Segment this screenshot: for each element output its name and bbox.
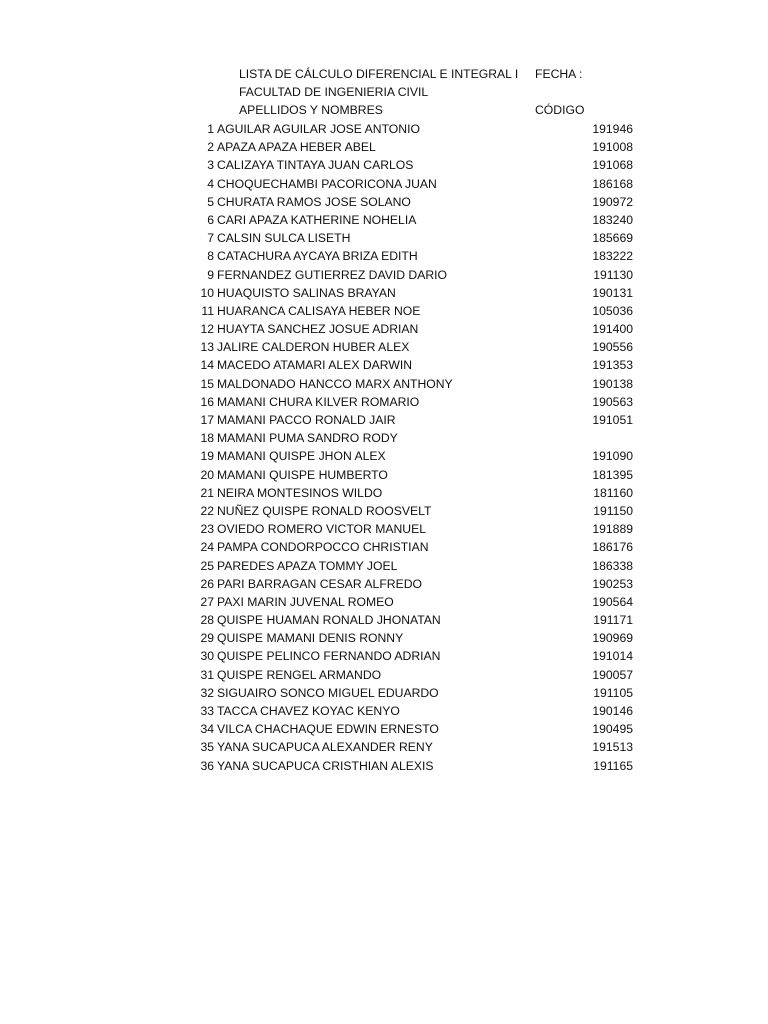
student-row bbox=[0, 247, 768, 265]
student-list bbox=[0, 120, 768, 775]
student-code: 191513 bbox=[592, 740, 633, 755]
student-code: 191130 bbox=[593, 267, 633, 282]
student-code: 190253 bbox=[592, 576, 633, 591]
student-name: VILCA CHACHAQUE EDWIN ERNESTO bbox=[217, 722, 439, 737]
student-name: NEIRA MONTESINOS WILDO bbox=[217, 485, 383, 500]
student-row bbox=[0, 120, 768, 138]
student-row bbox=[0, 520, 768, 538]
student-number: 28 bbox=[200, 613, 214, 628]
student-name: FERNANDEZ GUTIERREZ DAVID DARIO bbox=[217, 267, 447, 282]
student-code: 191171 bbox=[593, 613, 633, 628]
student-name: SIGUAIRO SONCO MIGUEL EDUARDO bbox=[217, 685, 439, 700]
student-code: 190057 bbox=[592, 667, 633, 682]
student-number: 7 bbox=[207, 231, 214, 246]
student-name: CHOQUECHAMBI PACORICONA JUAN bbox=[217, 176, 437, 191]
student-number: 33 bbox=[200, 704, 214, 718]
student-row bbox=[0, 684, 768, 702]
student-code: 190146 bbox=[592, 704, 633, 718]
student-row bbox=[0, 320, 768, 338]
student-name: PAMPA CONDORPOCCO CHRISTIAN bbox=[217, 540, 429, 555]
student-number: 18 bbox=[200, 431, 214, 446]
student-code: 190138 bbox=[592, 376, 633, 391]
code-column-header: CÓDIGO bbox=[535, 103, 585, 117]
student-code: 191014 bbox=[592, 649, 633, 664]
student-code: 190564 bbox=[592, 594, 633, 609]
student-name: OVIEDO ROMERO VICTOR MANUEL bbox=[217, 522, 427, 537]
student-number: 21 bbox=[200, 485, 214, 500]
student-number: 13 bbox=[200, 340, 214, 355]
student-number: 15 bbox=[200, 376, 214, 391]
student-row bbox=[0, 611, 768, 629]
student-name: JALIRE CALDERON HUBER ALEX bbox=[217, 340, 410, 355]
student-code: 191150 bbox=[593, 503, 633, 518]
student-name: MAMANI CHURA KILVER ROMARIO bbox=[217, 394, 420, 409]
student-code: 185669 bbox=[592, 231, 633, 246]
student-row bbox=[0, 356, 768, 374]
student-name: NUÑEZ QUISPE RONALD ROOSVELT bbox=[217, 503, 432, 518]
student-number: 26 bbox=[200, 576, 214, 591]
student-name: TACCA CHAVEZ KOYAC KENYO bbox=[217, 704, 400, 718]
student-name: PAREDES APAZA TOMMY JOEL bbox=[217, 558, 398, 573]
student-row bbox=[0, 593, 768, 611]
student-row bbox=[0, 175, 768, 193]
student-name: MACEDO ATAMARI ALEX DARWIN bbox=[217, 358, 413, 373]
faculty-name: FACULTAD DE INGENIERIA CIVIL bbox=[239, 85, 429, 99]
student-row bbox=[0, 138, 768, 156]
student-name: HUARANCA CALISAYA HEBER NOE bbox=[217, 303, 421, 318]
student-row bbox=[0, 284, 768, 302]
student-name: CHURATA RAMOS JOSE SOLANO bbox=[217, 194, 411, 209]
names-column-header: APELLIDOS Y NOMBRES bbox=[239, 103, 383, 117]
student-code: 191068 bbox=[592, 158, 633, 173]
student-number: 6 bbox=[207, 212, 214, 227]
student-code: 183240 bbox=[592, 212, 633, 227]
student-number: 25 bbox=[200, 558, 214, 573]
student-code: 191889 bbox=[592, 522, 633, 537]
student-row bbox=[0, 193, 768, 211]
student-number: 32 bbox=[200, 685, 214, 700]
student-code: 186168 bbox=[592, 176, 633, 191]
student-code: 190972 bbox=[592, 194, 633, 209]
student-number: 5 bbox=[207, 194, 214, 209]
student-code: 191353 bbox=[592, 358, 633, 373]
document-title: LISTA DE CÁLCULO DIFERENCIAL E INTEGRAL I bbox=[239, 67, 519, 81]
student-number: 30 bbox=[200, 649, 214, 664]
student-number: 19 bbox=[200, 449, 214, 464]
student-name: HUAYTA SANCHEZ JOSUE ADRIAN bbox=[217, 322, 419, 337]
student-row bbox=[0, 338, 768, 356]
student-code: 191946 bbox=[592, 122, 633, 136]
student-number: 10 bbox=[200, 285, 214, 300]
student-name: QUISPE PELINCO FERNANDO ADRIAN bbox=[217, 649, 441, 664]
student-code: 183222 bbox=[592, 249, 633, 264]
student-row bbox=[0, 429, 768, 447]
student-row bbox=[0, 156, 768, 174]
student-row bbox=[0, 757, 768, 775]
student-row bbox=[0, 538, 768, 556]
student-code: 105036 bbox=[592, 303, 633, 318]
student-code: 191400 bbox=[592, 322, 633, 337]
student-number: 20 bbox=[200, 467, 214, 482]
student-name: YANA SUCAPUCA ALEXANDER RENY bbox=[217, 740, 433, 755]
student-number: 16 bbox=[200, 394, 214, 409]
student-row bbox=[0, 393, 768, 411]
student-number: 22 bbox=[200, 503, 214, 518]
student-name: QUISPE RENGEL ARMANDO bbox=[217, 667, 382, 682]
student-number: 3 bbox=[207, 158, 214, 173]
student-name: QUISPE HUAMAN RONALD JHONATAN bbox=[217, 613, 441, 628]
student-code: 191051 bbox=[592, 413, 633, 427]
student-name: CALIZAYA TINTAYA JUAN CARLOS bbox=[217, 158, 414, 173]
student-row bbox=[0, 229, 768, 247]
student-row bbox=[0, 702, 768, 720]
student-name: MAMANI QUISPE JHON ALEX bbox=[217, 449, 386, 464]
student-code: 181160 bbox=[593, 485, 633, 500]
student-name: MAMANI PUMA SANDRO RODY bbox=[217, 431, 398, 446]
student-number: 31 bbox=[200, 667, 214, 682]
student-name: QUISPE MAMANI DENIS RONNY bbox=[217, 631, 404, 646]
student-code: 191105 bbox=[593, 685, 633, 700]
student-row bbox=[0, 266, 768, 284]
student-row bbox=[0, 575, 768, 593]
student-code: 191008 bbox=[592, 140, 633, 155]
student-code: 190131 bbox=[592, 285, 633, 300]
student-code: 190969 bbox=[592, 631, 633, 646]
student-number: 4 bbox=[207, 176, 214, 191]
student-number: 34 bbox=[200, 722, 214, 737]
student-row bbox=[0, 211, 768, 229]
student-number: 9 bbox=[207, 267, 214, 282]
student-name: HUAQUISTO SALINAS BRAYAN bbox=[217, 285, 396, 300]
student-row bbox=[0, 647, 768, 665]
student-row bbox=[0, 302, 768, 320]
student-name: MAMANI PACCO RONALD JAIR bbox=[217, 413, 396, 427]
student-number: 23 bbox=[200, 522, 214, 537]
student-number: 35 bbox=[200, 740, 214, 755]
student-row bbox=[0, 484, 768, 502]
student-code: 186338 bbox=[592, 558, 633, 573]
student-name: YANA SUCAPUCA CRISTHIAN ALEXIS bbox=[217, 758, 434, 773]
student-code: 181395 bbox=[592, 467, 633, 482]
student-name: MAMANI QUISPE HUMBERTO bbox=[217, 467, 388, 482]
student-row bbox=[0, 502, 768, 520]
student-row bbox=[0, 375, 768, 393]
student-number: 8 bbox=[207, 249, 214, 264]
date-label: FECHA : bbox=[535, 67, 583, 81]
student-number: 17 bbox=[200, 413, 214, 427]
student-number: 2 bbox=[207, 140, 214, 155]
student-row bbox=[0, 720, 768, 738]
student-row bbox=[0, 447, 768, 465]
student-code: 191090 bbox=[592, 449, 633, 464]
student-row bbox=[0, 557, 768, 575]
student-row bbox=[0, 411, 768, 429]
student-name: CATACHURA AYCAYA BRIZA EDITH bbox=[217, 249, 418, 264]
student-name: CALSIN SULCA LISETH bbox=[217, 231, 351, 246]
student-number: 12 bbox=[200, 322, 214, 337]
student-row bbox=[0, 466, 768, 484]
student-name: PARI BARRAGAN CESAR ALFREDO bbox=[217, 576, 422, 591]
student-number: 29 bbox=[200, 631, 214, 646]
student-number: 36 bbox=[200, 758, 214, 773]
student-number: 27 bbox=[200, 594, 214, 609]
student-row bbox=[0, 666, 768, 684]
student-number: 1 bbox=[207, 122, 214, 136]
student-name: MALDONADO HANCCO MARX ANTHONY bbox=[217, 376, 453, 391]
student-code: 190556 bbox=[592, 340, 633, 355]
student-name: PAXI MARIN JUVENAL ROMEO bbox=[217, 594, 394, 609]
student-number: 14 bbox=[200, 358, 214, 373]
student-code: 190563 bbox=[592, 394, 633, 409]
student-number: 24 bbox=[200, 540, 214, 555]
student-name: CARI APAZA KATHERINE NOHELIA bbox=[217, 212, 417, 227]
student-code: 190495 bbox=[592, 722, 633, 737]
student-name: AGUILAR AGUILAR JOSE ANTONIO bbox=[217, 122, 420, 136]
student-name: APAZA APAZA HEBER ABEL bbox=[217, 140, 376, 155]
student-number: 11 bbox=[201, 303, 214, 318]
student-row bbox=[0, 738, 768, 756]
student-code: 191165 bbox=[593, 758, 633, 773]
student-row bbox=[0, 629, 768, 647]
student-code: 186176 bbox=[592, 540, 633, 555]
